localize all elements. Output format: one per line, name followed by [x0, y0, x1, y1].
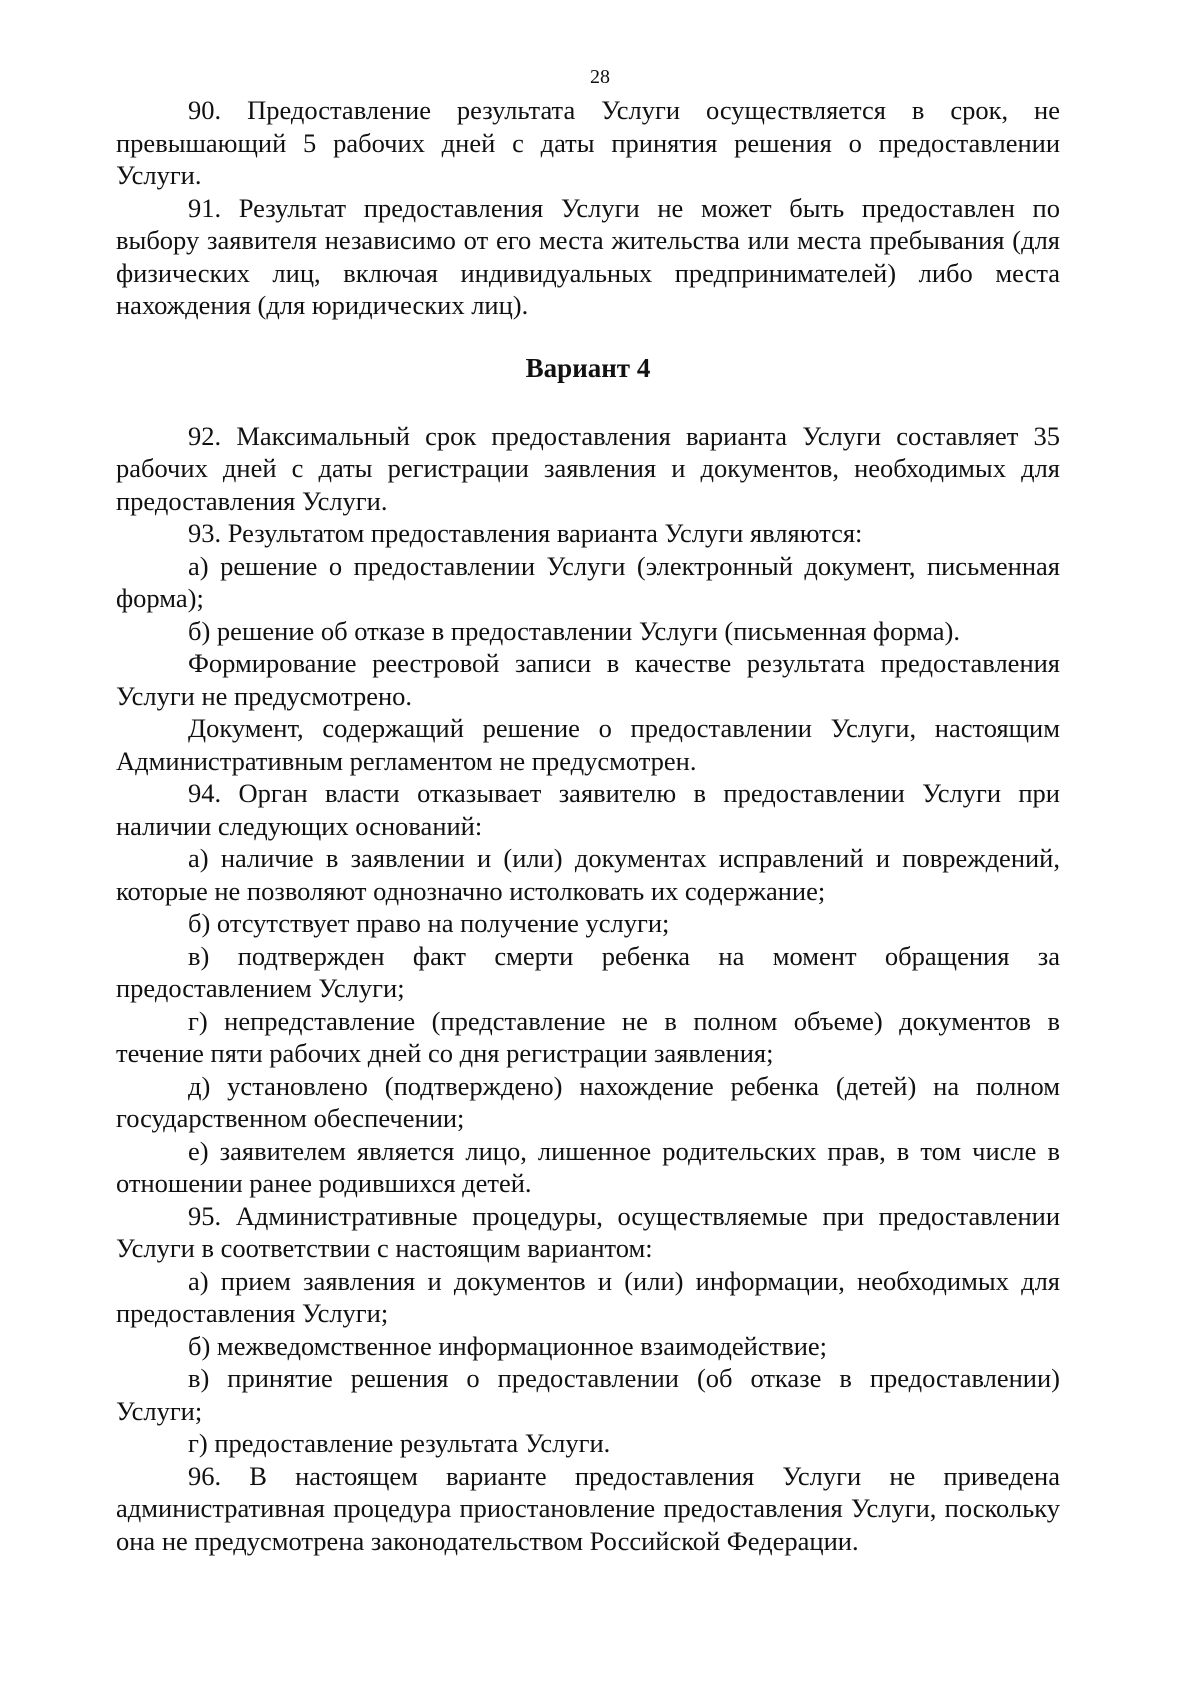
paragraph-95: 95. Административные процедуры, осуществляемые при предоставлении Услуги в соответствии с настоящим вариантом: [116, 1200, 1060, 1263]
paragraph-95-g: г) предоставление результата Услуги. [188, 1428, 611, 1458]
paragraph-93-b: б) решение об отказе в предоставлении Услуги (письменная форма). [188, 615, 960, 646]
paragraph-95-b: б) межведомственное информационное взаимодействие; [188, 1330, 828, 1361]
document-body [116, 94, 1060, 1557]
paragraph-94-d: д) установлено (подтверждено) нахождение ребенка (детей) на полном государственном обеспечении; [116, 1070, 1060, 1133]
paragraph-93: 93. Результатом предоставления варианта Услуги являются: [188, 518, 863, 548]
spacer [116, 384, 1060, 420]
paragraph-94-e: е) заявителем является лицо, лишенное родительских прав, в том числе в отношении ранее родившихся детей. [116, 1135, 1060, 1198]
paragraph-95-a: а) прием заявления и документов и (или) информации, необходимых для предоставления Услуги; [116, 1265, 1060, 1328]
paragraph-94: 94. Орган власти отказывает заявителю в предоставлении Услуги при наличии следующих оснований: [116, 778, 1060, 841]
paragraph-94-b: б) отсутствует право на получение услуги; [188, 908, 670, 938]
paragraph-decision-document: Документ, содержащий решение о предоставлении Услуги, настоящим Административным регламентом не предусмотрен. [116, 713, 1060, 776]
paragraph-95-v: в) принятие решения о предоставлении (об отказе в предоставлении) Услуги; [116, 1363, 1060, 1426]
paragraph-94-g: г) непредставление (представление не в полном объеме) документов в течение пяти рабочих дней со дня регистрации заявления; [116, 1005, 1060, 1068]
page-number: 28 [590, 66, 610, 88]
paragraph-93-a: а) решение о предоставлении Услуги (электронный документ, письменная форма); [116, 550, 1060, 613]
paragraph-registry-record: Формирование реестровой записи в качестве результата предоставления Услуги не предусмотрено. [116, 648, 1060, 711]
paragraph-91: 91. Результат предоставления Услуги не может быть предоставлен по выбору заявителя независимо от его места жительства или места пребывания (для физических лиц, включая индивидуальных предпринимателей) либо места нахождения (для юридических лиц). [116, 192, 1060, 320]
paragraph-96: 96. В настоящем варианте предоставления Услуги не приведена административная процедура приостановление предоставления Услуги, поскольку она не предусмотрена законодательством Российской Федерации. [116, 1460, 1060, 1556]
spacer [116, 322, 1060, 352]
paragraph-94-a: а) наличие в заявлении и (или) документах исправлений и повреждений, которые не позволяют однозначно истолковать их содержание; [116, 843, 1060, 906]
paragraph-92: 92. Максимальный срок предоставления варианта Услуги составляет 35 рабочих дней с даты регистрации заявления и документов, необходимых для предоставления Услуги. [116, 420, 1060, 516]
paragraph-90: 90. Предоставление результата Услуги осуществляется в срок, не превышающий 5 рабочих дней с даты принятия решения о предоставлении Услуги. [116, 95, 1060, 190]
section-title: Вариант 4 [525, 352, 651, 383]
paragraph-94-v: в) подтвержден факт смерти ребенка на момент обращения за предоставлением Услуги; [116, 940, 1060, 1003]
